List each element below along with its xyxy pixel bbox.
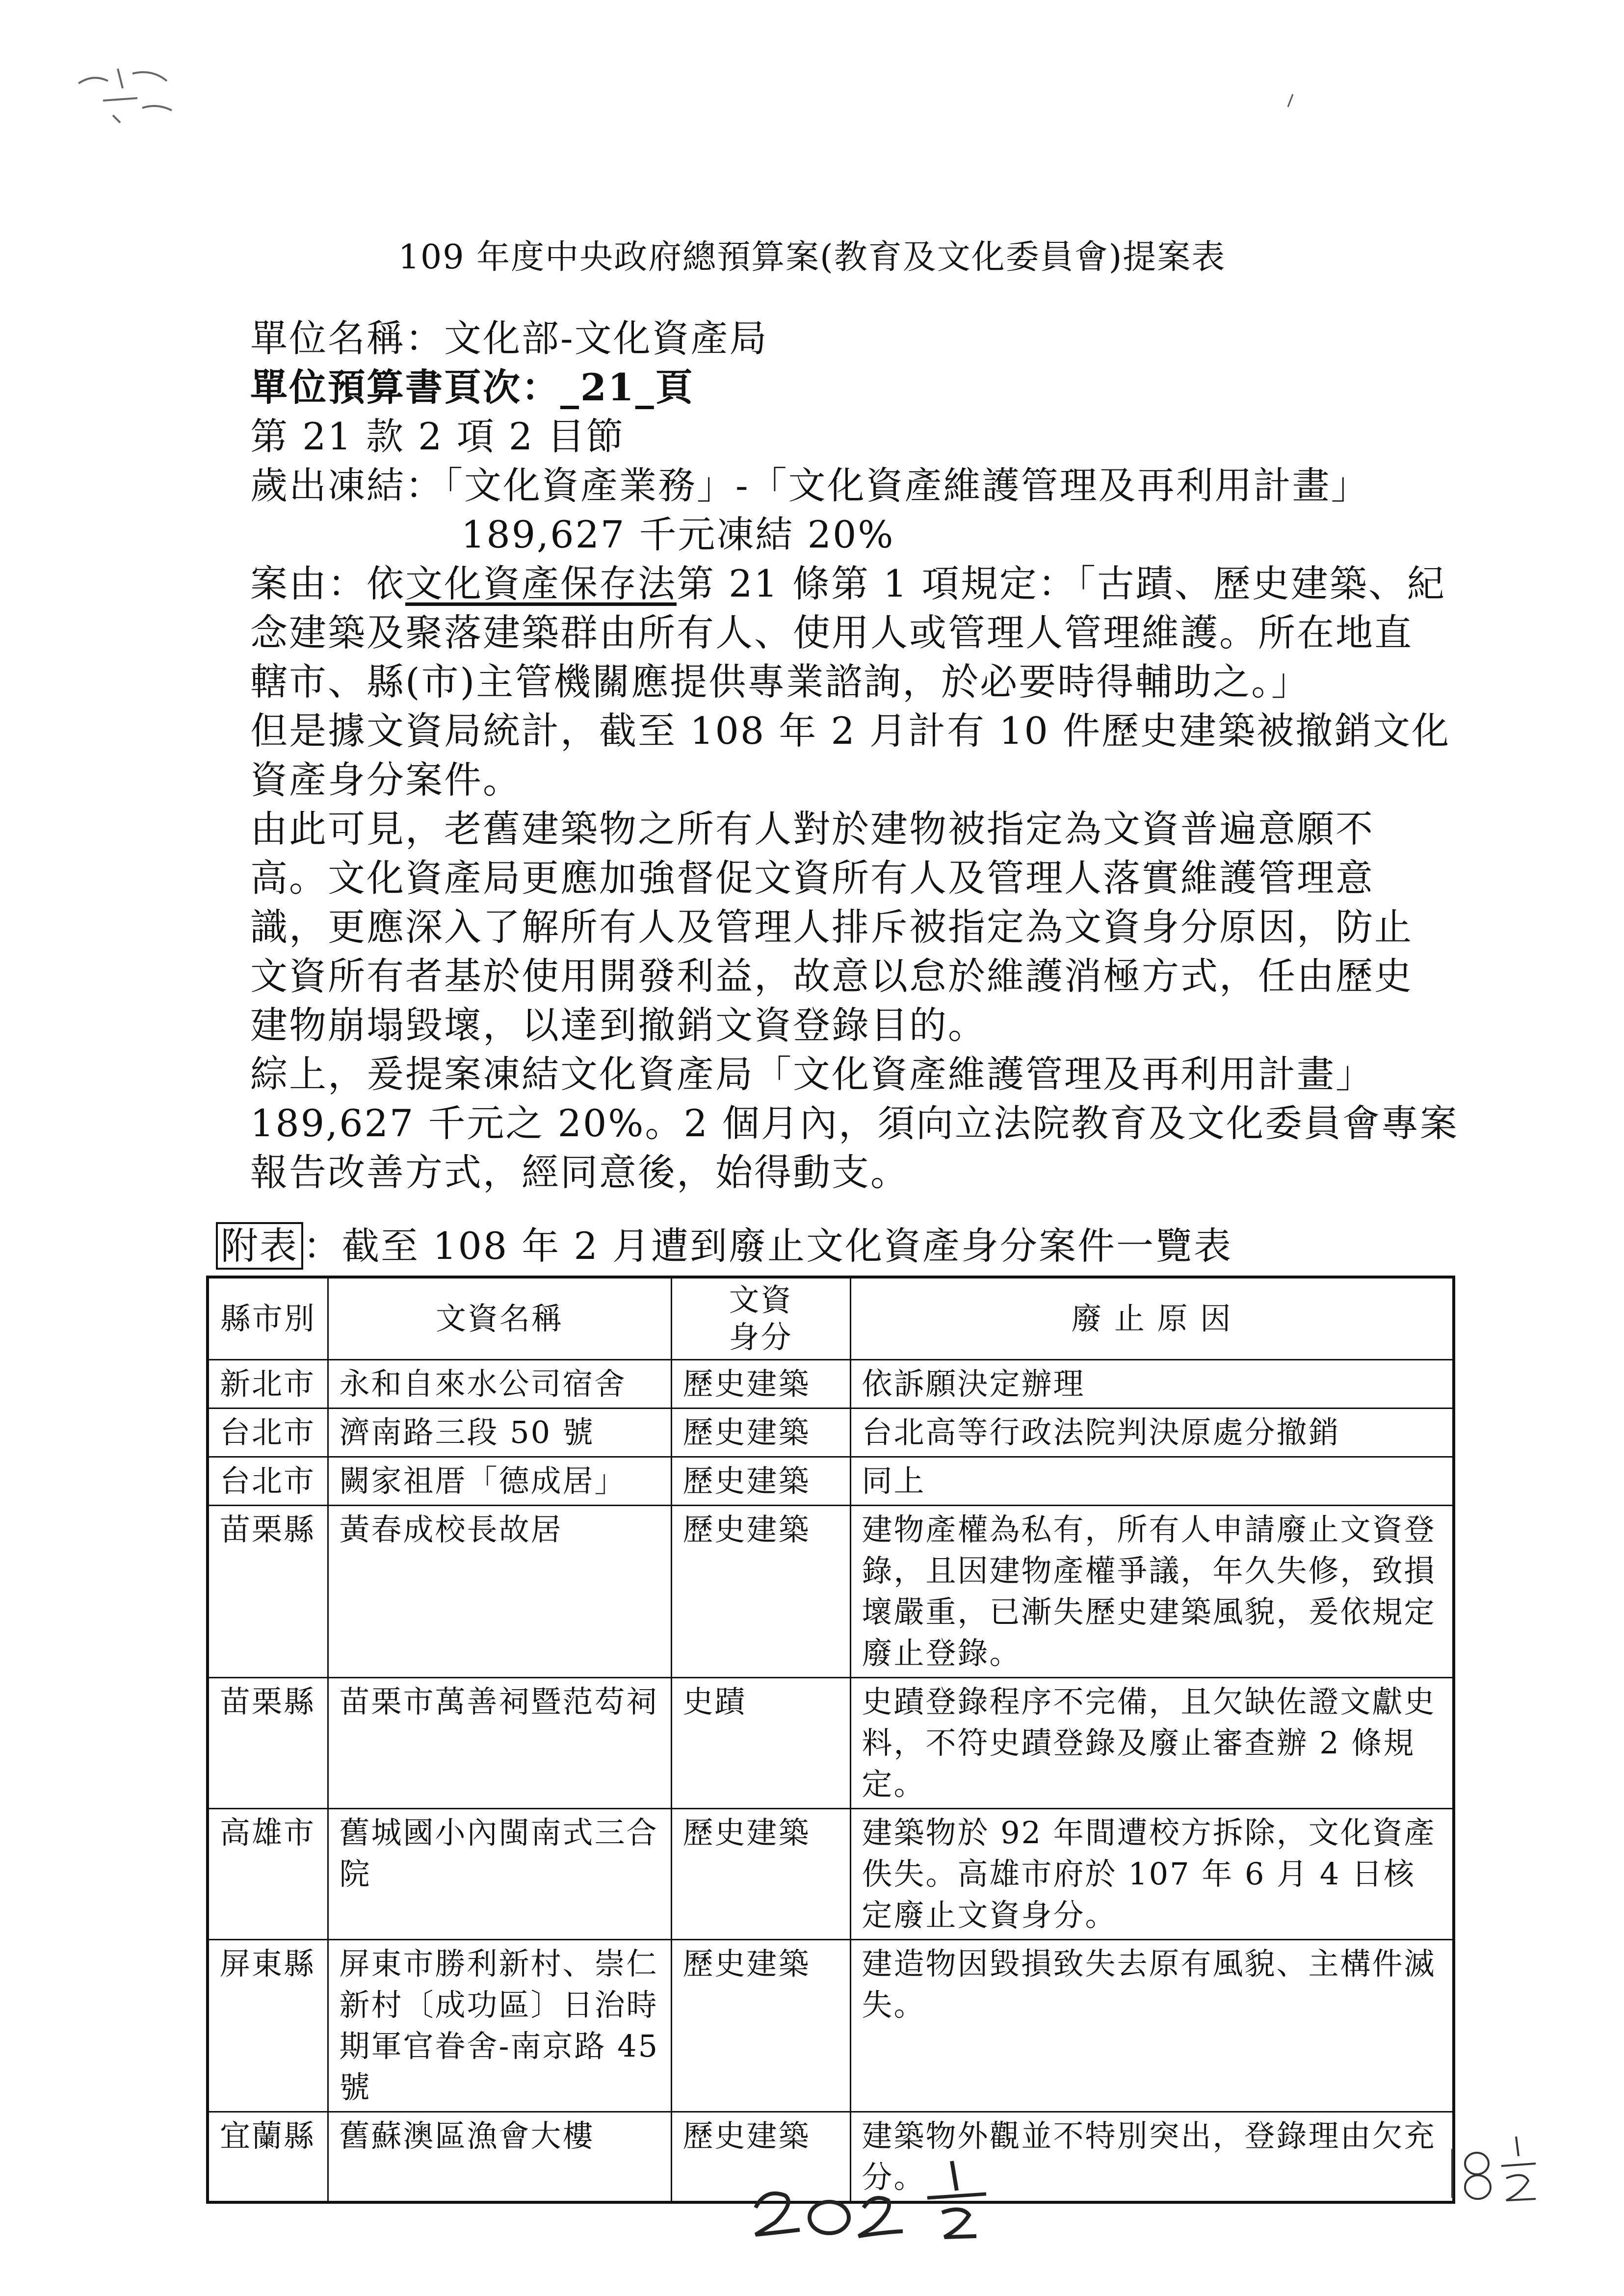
reason-line-3: 轄市、縣(市)主管機關應提供專業諮詢，於必要時得輔助之。」 — [250, 660, 1310, 704]
handwritten-side-mark — [1438, 2129, 1555, 2208]
cell-status: 史蹟 — [671, 1678, 850, 1809]
annex-tag: 附表 — [216, 1222, 303, 1270]
reason-line-8: 識，更應深入了解所有人及管理人排斥被指定為文資身分原因，防止 — [250, 905, 1413, 949]
header-status — [671, 1277, 850, 1360]
header-county: 縣市別 — [208, 1277, 328, 1360]
reason-line-13: 報告改善方式，經同意後，始得動支。 — [250, 1150, 909, 1194]
cell-name: 舊蘇澳區漁會大樓 — [328, 2112, 671, 2203]
cell-county: 高雄市 — [208, 1809, 328, 1940]
reason-line-10: 建物崩塌毀壞，以達到撤銷文資登錄目的。 — [250, 1003, 987, 1047]
cell-reason: 建物產權為私有，所有人申請廢止文資登錄，且因建物產權爭議，年久失修，致損壞嚴重，已漸失歷史建築風貌，爰依規定廢止登錄。 — [850, 1506, 1454, 1678]
reason-line-4: 但是據文資局統計，截至 108 年 2 月計有 10 件歷史建築被撤銷文化 — [250, 709, 1451, 753]
cell-county: 台北市 — [208, 1409, 328, 1457]
table-row — [208, 1409, 1454, 1457]
cell-county: 台北市 — [208, 1457, 328, 1506]
reason-line-5: 資產身分案件。 — [250, 758, 522, 802]
cell-status: 歷史建築 — [671, 2112, 850, 2203]
reason-line-6: 由此可見，老舊建築物之所有人對於建物被指定為文資普遍意願不 — [250, 807, 1374, 851]
cell-county: 新北市 — [208, 1360, 328, 1409]
cell-name: 濟南路三段 50 號 — [328, 1409, 671, 1457]
section-line: 第 21 款 2 項 2 目節 — [250, 415, 625, 458]
document-title: 109 年度中央政府總預算案(教育及文化委員會)提案表 — [398, 238, 1226, 277]
table-row — [208, 1360, 1454, 1409]
unit-name: 單位名稱：文化部-文化資產局 — [250, 316, 768, 360]
cell-name: 舊城國小內閩南式三合院 — [328, 1809, 671, 1940]
table-header-row — [208, 1277, 1454, 1360]
table-row — [208, 1457, 1454, 1506]
cell-status: 歷史建築 — [671, 1360, 850, 1409]
revoked-cases-table — [206, 1276, 1455, 2204]
reason-line-1 — [250, 559, 1446, 608]
law-name: 文化資產保存法 — [405, 562, 677, 605]
annex-title — [216, 1222, 1232, 1271]
cell-county: 苗栗縣 — [208, 1678, 328, 1809]
handwritten-scribble-top-left — [74, 54, 186, 128]
cell-county: 屏東縣 — [208, 1940, 328, 2112]
annex-title-text: ：截至 108 年 2 月遭到廢止文化資產身分案件一覽表 — [303, 1224, 1233, 1268]
cell-name: 苗栗市萬善祠暨范芶祠 — [328, 1678, 671, 1809]
reason-line-7: 高。文化資產局更應加強督促文資所有人及管理人落實維護管理意 — [250, 856, 1374, 900]
cell-name: 黃春成校長故居 — [328, 1506, 671, 1678]
header-reason: 廢 止 原 因 — [850, 1277, 1454, 1360]
cell-reason: 史蹟登錄程序不完備，且欠缺佐證文獻史料，不符史蹟登錄及廢止審查辦 2 條規定。 — [850, 1678, 1454, 1809]
table-row — [208, 1809, 1454, 1940]
reason-line-11: 綜上，爰提案凍結文化資產局「文化資產維護管理及再利用計畫」 — [250, 1052, 1374, 1096]
cell-status: 歷史建築 — [671, 1409, 850, 1457]
cell-reason: 建築物外觀並不特別突出，登錄理由欠充分。 — [850, 2112, 1454, 2203]
reason-line-9: 文資所有者基於使用開發利益，故意以怠於維護消極方式，任由歷史 — [250, 954, 1413, 998]
cell-status: 歷史建築 — [671, 1506, 850, 1678]
table-row — [208, 1940, 1454, 2112]
reason-label: 案由：依 — [250, 562, 405, 605]
header-status-line-2: 身分 — [729, 1319, 793, 1355]
reason-line-12: 189,627 千元之 20%。2 個月內，須向立法院教育及文化委員會專案 — [250, 1101, 1459, 1145]
header-status-line-1: 文資 — [729, 1282, 793, 1318]
cell-name: 屏東市勝利新村、崇仁新村〔成功區〕日治時期軍官眷舍-南京路 45 號 — [328, 1940, 671, 2112]
cell-name: 永和自來水公司宿舍 — [328, 1360, 671, 1409]
freeze-line: 歲出凍結：「文化資產業務」-「文化資產維護管理及再利用計畫」 — [250, 464, 1370, 507]
freeze-amount: 189,627 千元凍結 20% — [461, 513, 895, 556]
budget-page-label: 單位預算書頁次： — [250, 365, 560, 409]
handwritten-page-number — [746, 2149, 1021, 2247]
cell-reason: 建築物於 92 年間遭校方拆除，文化資產佚失。高雄市府於 107 年 6 月 4 日核定廢止文資身分。 — [850, 1809, 1454, 1940]
cell-status: 歷史建築 — [671, 1809, 850, 1940]
budget-page-value: _21_頁 — [560, 365, 694, 409]
cell-reason: 同上 — [850, 1457, 1454, 1506]
table-row — [208, 1506, 1454, 1678]
table-row — [208, 1678, 1454, 1809]
cell-reason: 建造物因毀損致失去原有風貌、主構件滅失。 — [850, 1940, 1454, 2112]
cell-reason: 台北高等行政法院判決原處分撤銷 — [850, 1409, 1454, 1457]
reason-line-1-rest: 第 21 條第 1 項規定：「古蹟、歷史建築、紀 — [677, 562, 1446, 605]
reason-line-2: 念建築及聚落建築群由所有人、使用人或管理人管理維護。所在地直 — [250, 611, 1413, 654]
header-name: 文資名稱 — [328, 1277, 671, 1360]
stray-mark — [1285, 93, 1295, 108]
cell-county: 苗栗縣 — [208, 1506, 328, 1678]
cell-reason: 依訴願決定辦理 — [850, 1360, 1454, 1409]
cell-name: 闕家祖厝「德成居」 — [328, 1457, 671, 1506]
budget-page-line — [250, 363, 694, 412]
cell-status: 歷史建築 — [671, 1457, 850, 1506]
cell-county: 宜蘭縣 — [208, 2112, 328, 2203]
cell-status: 歷史建築 — [671, 1940, 850, 2112]
